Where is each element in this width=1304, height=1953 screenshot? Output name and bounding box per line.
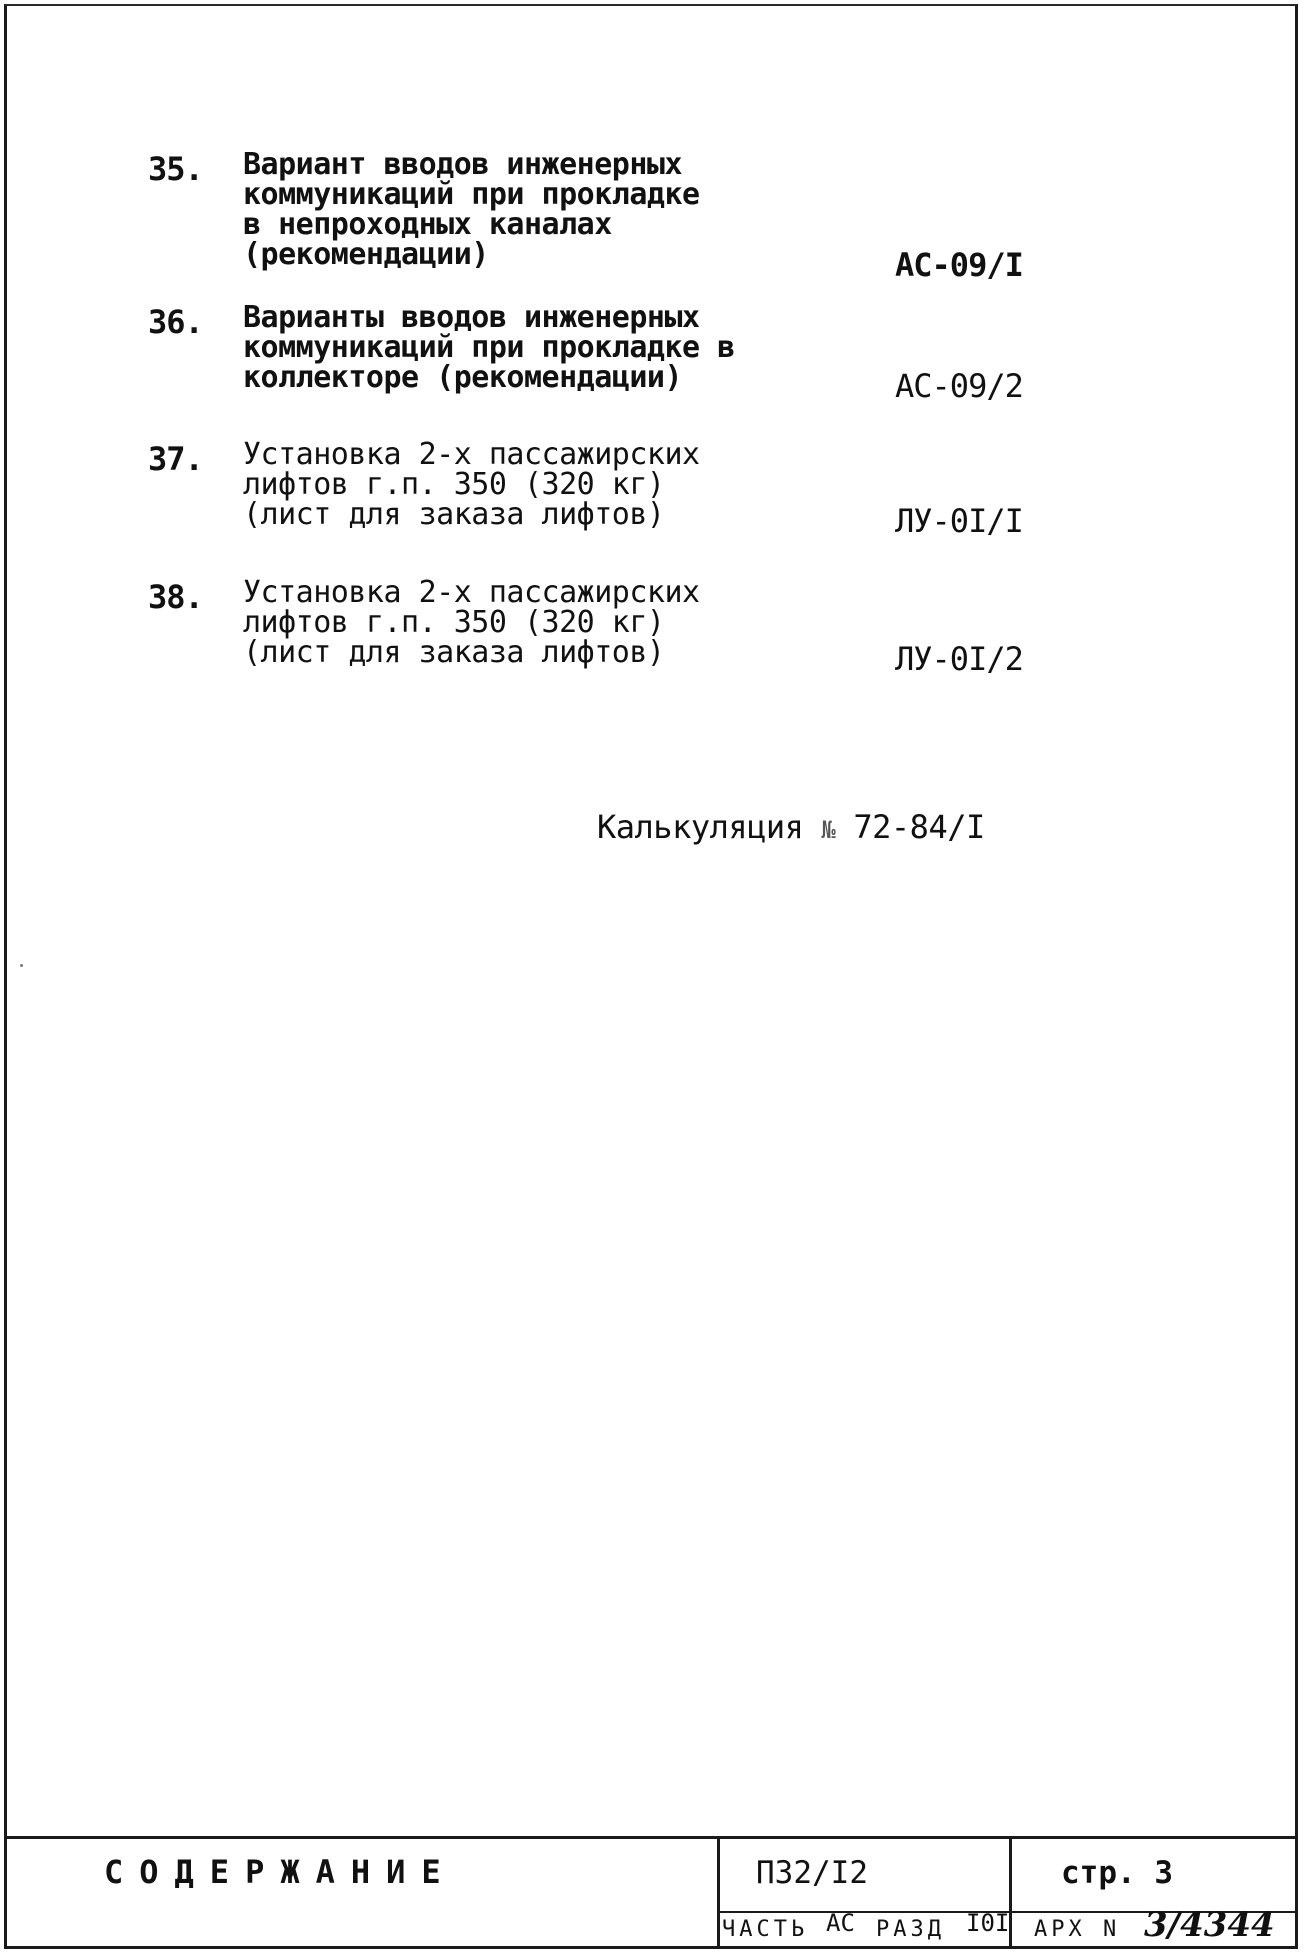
- entry-sheet-code: ЛУ-0I/2: [895, 640, 1023, 678]
- calculation-label: Калькуляция: [597, 808, 804, 846]
- entry-description-line: в непроходных каналах: [243, 207, 612, 242]
- part-value: АС: [826, 1909, 855, 1937]
- page-number: стр. 3: [1061, 1855, 1173, 1891]
- entry-description-line: Установка 2-х пассажирских: [243, 575, 700, 610]
- entry-sheet-code: АС-09/I: [895, 246, 1023, 284]
- entry-sheet-code: ЛУ-0I/I: [895, 502, 1023, 540]
- title-block-divider: [1009, 1839, 1012, 1949]
- entry-description: [243, 437, 803, 532]
- title-block: [4, 1836, 1298, 1949]
- entry-number: 36.: [148, 303, 203, 341]
- entry-number: 38.: [148, 578, 203, 616]
- entry-description-line: (лист для заказа лифтов): [243, 497, 665, 532]
- number-sign: №: [821, 816, 836, 844]
- entry-description-line: Вариант вводов инженерных: [243, 147, 683, 182]
- scan-speck: [20, 964, 23, 967]
- calculation-number: 72-84/I: [853, 808, 985, 846]
- entry-description: [243, 575, 803, 670]
- entry-description-line: коммуникаций при прокладке: [243, 177, 700, 212]
- entry-description: [243, 147, 803, 272]
- archive-number: 3/4344: [1144, 1905, 1275, 1945]
- entry-description-line: лифтов г.п. 350 (320 кг): [243, 467, 665, 502]
- entry-description-line: (лист для заказа лифтов): [243, 635, 665, 670]
- document-sheet: [4, 4, 1298, 1949]
- entry-description-line: Варианты вводов инженерных: [243, 300, 700, 335]
- entry-sheet-code: АС-09/2: [895, 367, 1023, 405]
- entry-description-line: коммуникаций при прокладке в: [243, 330, 735, 365]
- entry-number: 37.: [148, 440, 203, 478]
- title-block-heading: СОДЕРЖАНИЕ: [104, 1853, 457, 1891]
- entry-description-line: лифтов г.п. 350 (320 кг): [243, 605, 665, 640]
- entry-description-line: коллекторе (рекомендации): [243, 360, 683, 395]
- section-label: РАЗД: [876, 1917, 945, 1942]
- entry-description-line: (рекомендации): [243, 237, 489, 272]
- part-label: ЧАСТЬ: [722, 1917, 809, 1942]
- title-block-divider: [717, 1839, 720, 1949]
- calculation-reference: [597, 808, 985, 846]
- entry-description: [243, 300, 803, 395]
- entry-number: 35.: [148, 150, 203, 188]
- entry-description-line: Установка 2-х пассажирских: [243, 437, 700, 472]
- section-value: I0I: [966, 1909, 1010, 1937]
- document-code: П32/I2: [756, 1855, 868, 1891]
- archive-label: АРХ N: [1034, 1917, 1121, 1942]
